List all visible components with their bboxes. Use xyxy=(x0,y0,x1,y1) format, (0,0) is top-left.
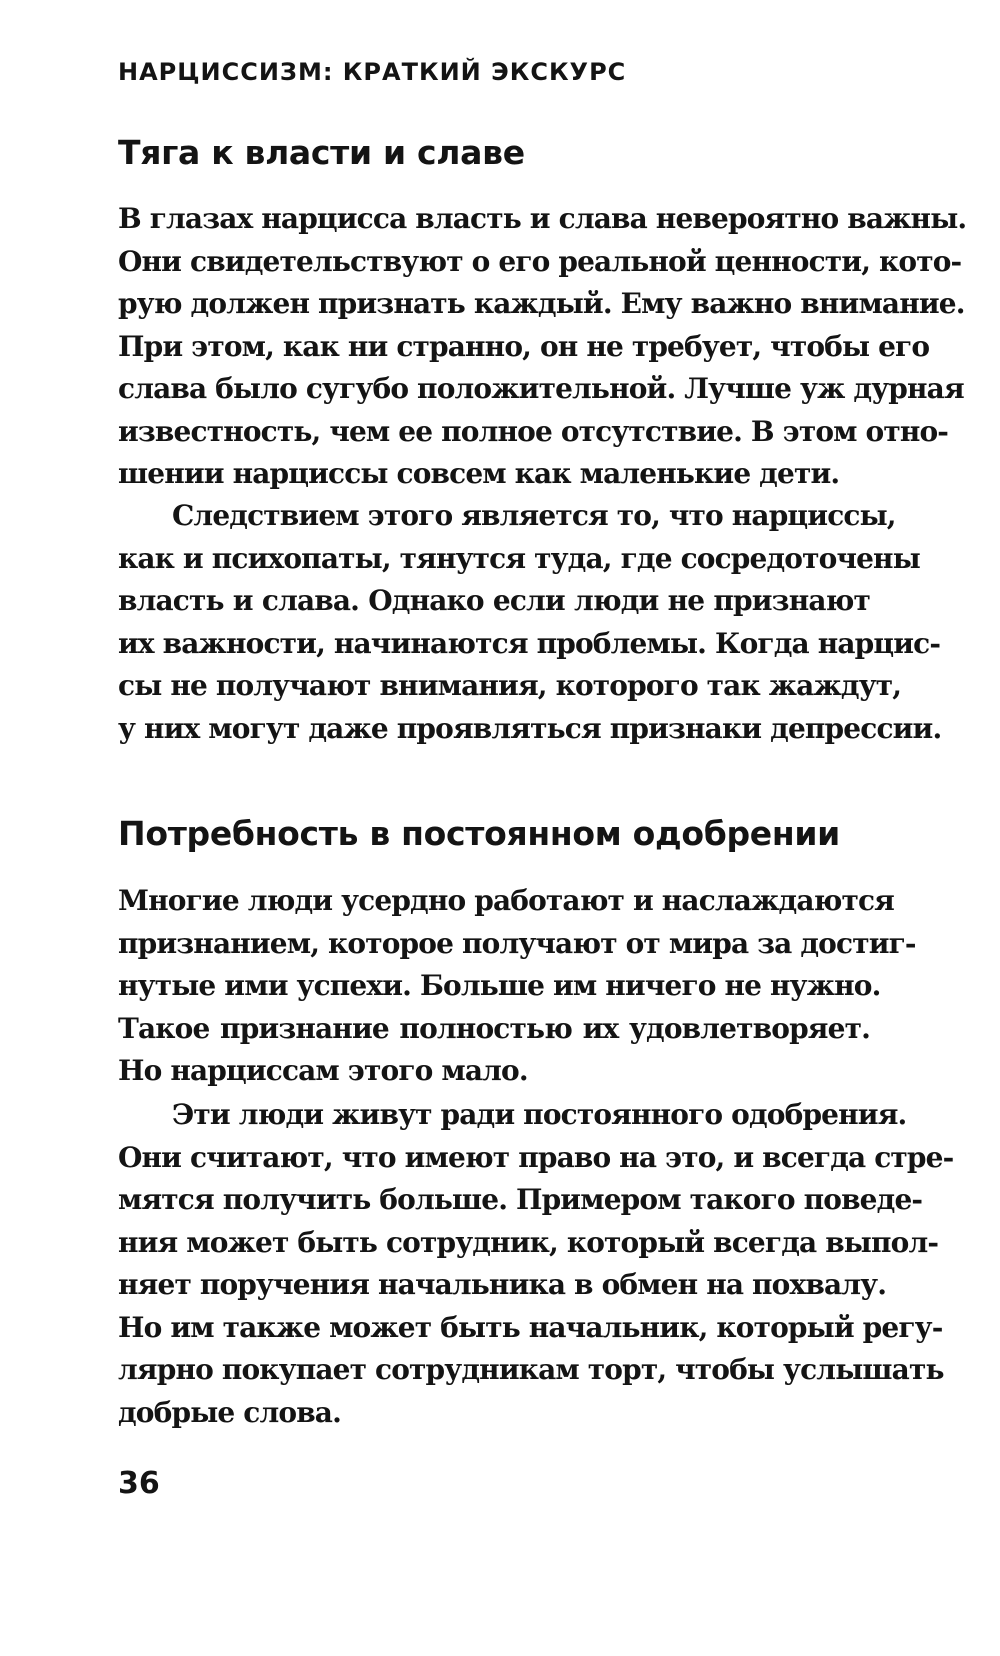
text-line: Такое признание полностью их удовлетворяет. xyxy=(118,1011,870,1045)
text-line: Следствием этого является то, что нарциссы, xyxy=(172,499,896,532)
section-heading-power-and-fame: Тяга к власти и славе xyxy=(118,133,525,172)
text-line: Эти люди живут ради постоянного одобрения. xyxy=(172,1098,907,1131)
text-line: В глазах нарцисса власть и слава невероятно важны. xyxy=(118,202,967,235)
text-line: Многие люди усердно работают и наслаждаются xyxy=(118,884,895,917)
text-line: лярно покупает сотрудникам торт, чтобы услышать xyxy=(118,1353,944,1386)
text-line: нутые ими успехи. Больше им ничего не нужно. xyxy=(118,969,881,1002)
text-line: няет поручения начальника в обмен на похвалу. xyxy=(118,1268,887,1301)
text-line: Они свидетельствуют о его реальной ценности, кото- xyxy=(118,244,962,278)
text-line: Но им также может быть начальник, который регу- xyxy=(118,1310,943,1344)
text-line: При этом, как ни странно, он не требует, чтобы его xyxy=(118,329,930,363)
text-line: добрые слова. xyxy=(118,1395,341,1429)
text-line: сы не получают внимания, которого так жаждут, xyxy=(118,669,902,702)
text-line: Они считают, что имеют право на это, и всегда стре- xyxy=(118,1140,954,1174)
running-head: НАРЦИССИЗМ: КРАТКИЙ ЭКСКУРС xyxy=(118,58,627,86)
paragraph xyxy=(118,495,942,750)
text-line: власть и слава. Однако если люди не признают xyxy=(118,584,870,617)
text-line: признанием, которое получают от мира за достиг- xyxy=(118,926,916,960)
text-line: ния может быть сотрудник, который всегда выпол- xyxy=(118,1225,939,1259)
text-line: шении нарциссы совсем как маленькие дети. xyxy=(118,457,840,490)
paragraph xyxy=(118,198,967,496)
text-line: слава было сугубо положительной. Лучше уж дурная xyxy=(118,372,964,405)
text-line: как и психопаты, тянутся туда, где сосредоточены xyxy=(118,541,920,575)
paragraph xyxy=(118,1094,954,1434)
text-line: у них могут даже проявляться признаки депрессии. xyxy=(118,711,942,745)
text-line: мятся получить больше. Примером такого поведе- xyxy=(118,1183,923,1216)
text-line: известность, чем ее полное отсутствие. В этом отно- xyxy=(118,414,949,448)
text-line: их важности, начинаются проблемы. Когда нарцис- xyxy=(118,626,941,660)
text-line: Но нарциссам этого мало. xyxy=(118,1054,528,1087)
text-line: рую должен признать каждый. Ему важно внимание. xyxy=(118,287,965,320)
paragraph xyxy=(118,880,916,1093)
section-heading-constant-approval: Потребность в постоянном одобрении xyxy=(118,814,840,853)
page-number: 36 xyxy=(118,1466,160,1501)
